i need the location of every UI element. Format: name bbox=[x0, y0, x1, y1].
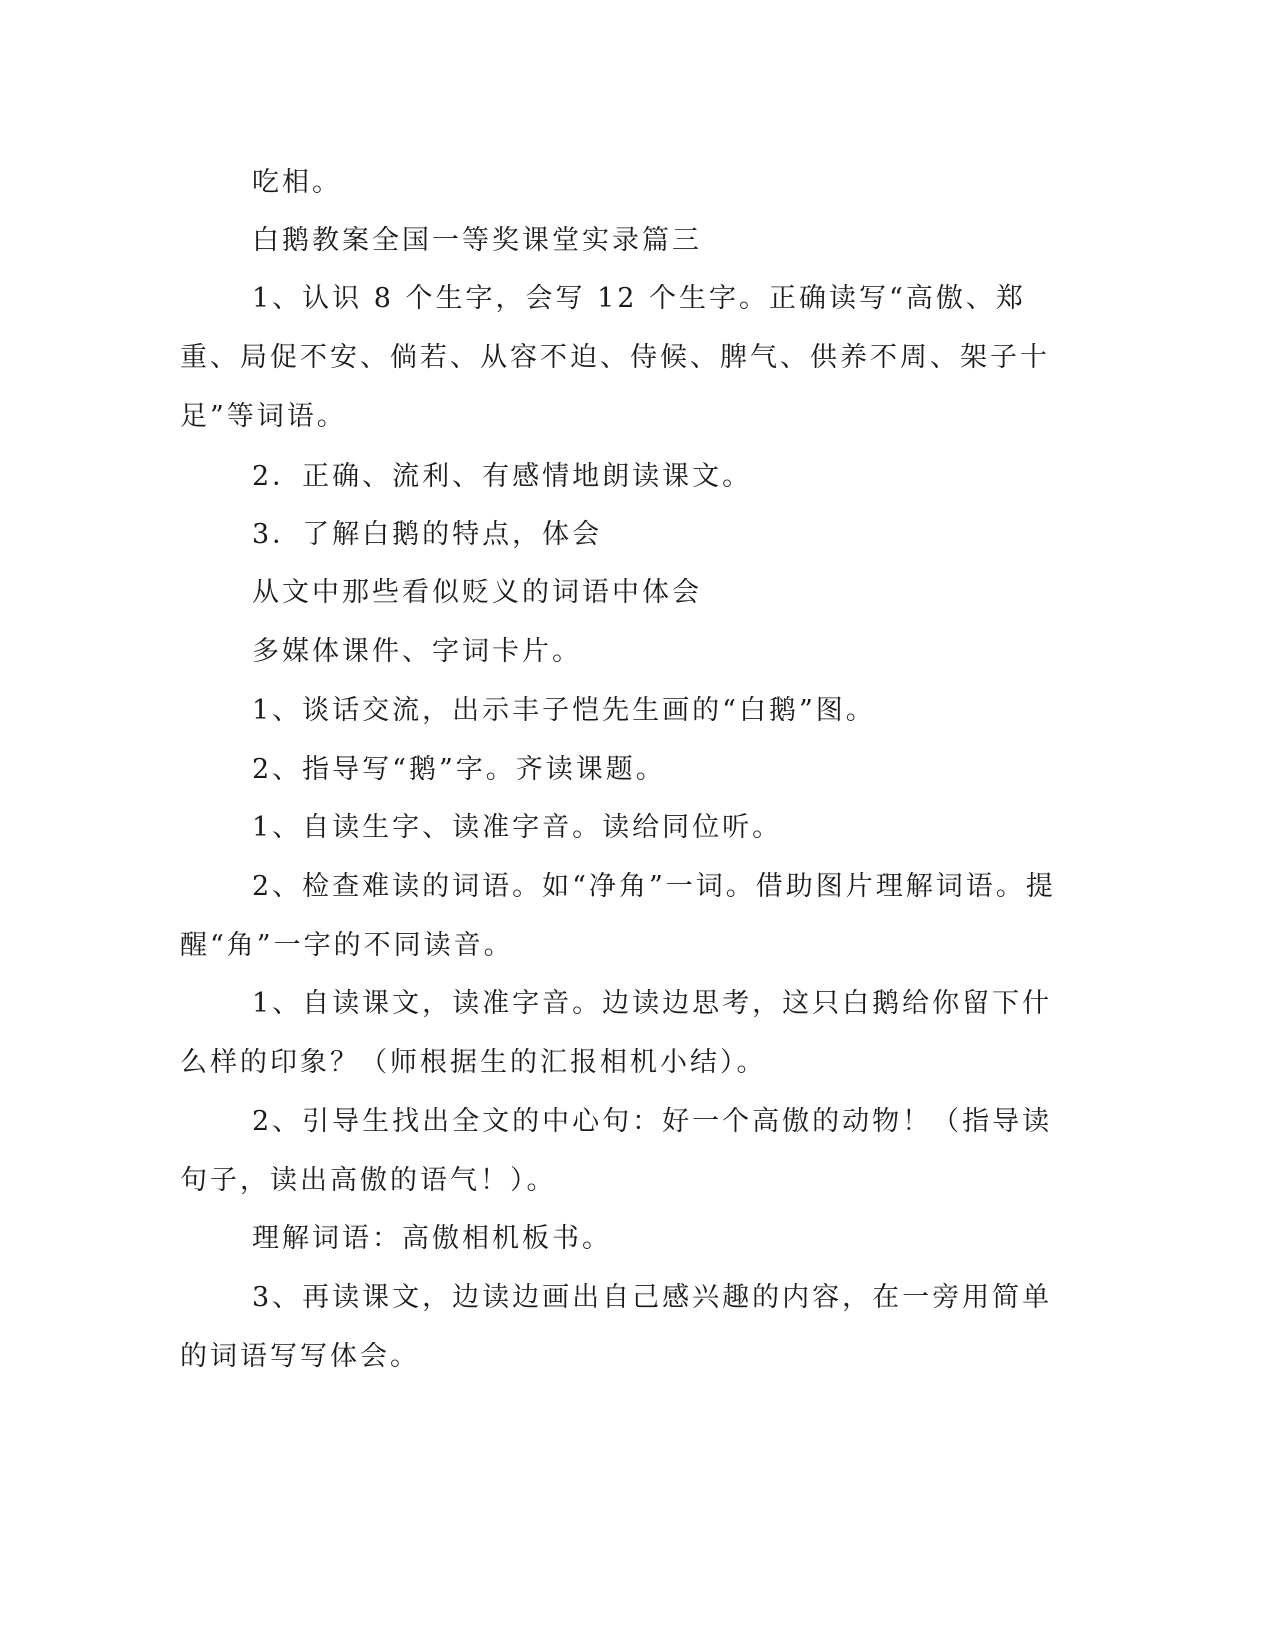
paragraph: 2、检查难读的词语。如“净角”一词。借助图片理解词语。提醒“角”一字的不同读音。 bbox=[180, 871, 1056, 961]
paragraph: 吃相。 bbox=[252, 167, 342, 198]
paragraph: 从文中那些看似贬义的词语中体会 bbox=[252, 577, 702, 608]
paragraph: 2．正确、流利、有感情地朗读课文。 bbox=[252, 461, 753, 492]
section-heading: 白鹅教案全国一等奖课堂实录篇三 bbox=[252, 225, 702, 256]
paragraph: 理解词语：高傲相机板书。 bbox=[252, 1223, 612, 1254]
paragraph: 1、自读课文，读准字音。边读边思考，这只白鹅给你留下什么样的印象？（师根据生的汇报相机小结）。 bbox=[180, 988, 1053, 1078]
paragraph: 1、谈话交流，出示丰子恺先生画的“白鹅”图。 bbox=[252, 695, 876, 726]
paragraph: 多媒体课件、字词卡片。 bbox=[252, 636, 582, 667]
paragraph: 2、引导生找出全文的中心句：好一个高傲的动物！（指导读句子，读出高傲的语气！）。 bbox=[180, 1106, 1053, 1196]
paragraph: 3．了解白鹅的特点，体会 bbox=[252, 519, 603, 550]
paragraph: 1、认识 8 个生字，会写 12 个生字。正确读写“高傲、郑重、局促不安、倘若、从容不迫、侍候、脾气、供养不周、架子十足”等词语。 bbox=[180, 283, 1050, 432]
paragraph: 1、自读生字、读准字音。读给同位听。 bbox=[252, 812, 783, 843]
paragraph: 3、再读课文，边读边画出自己感兴趣的内容，在一旁用简单的词语写写体会。 bbox=[180, 1282, 1053, 1372]
paragraph: 2、指导写“鹅”字。齐读课题。 bbox=[252, 754, 666, 785]
